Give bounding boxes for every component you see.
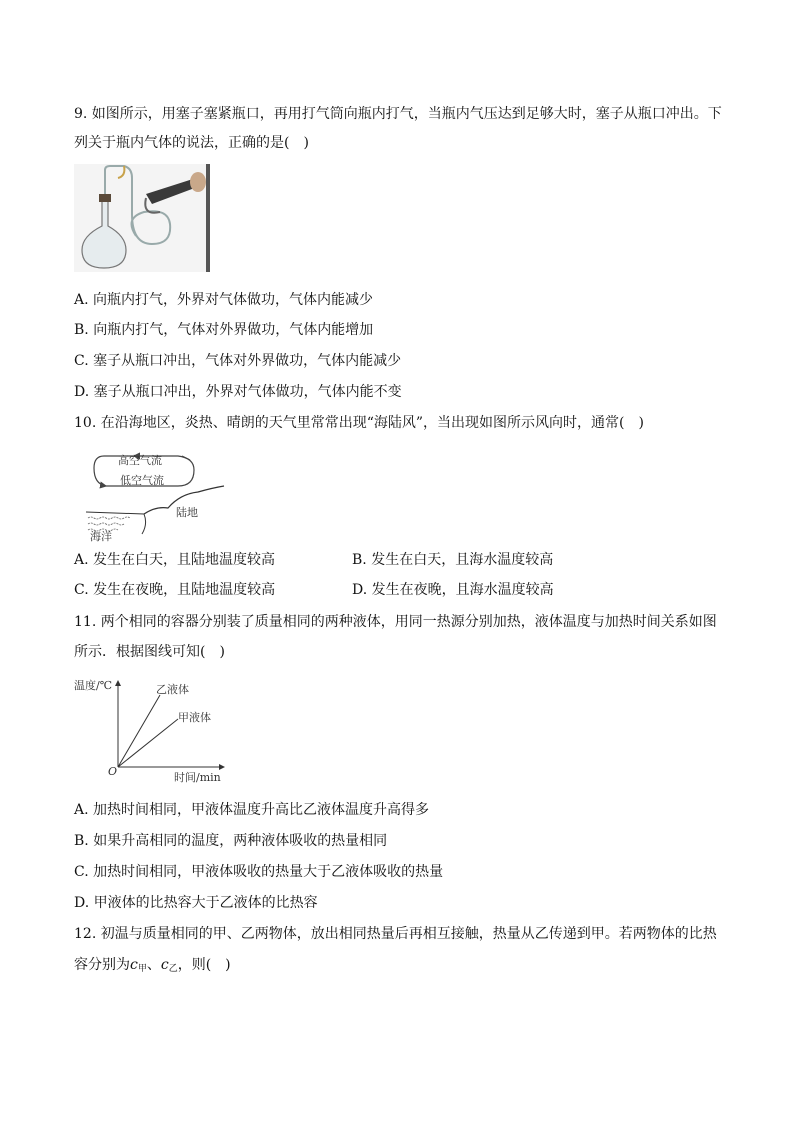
q12-stem-line1: 12. 初温与质量相同的甲、乙两物体，放出相同热量后再相互接触，热量从乙传递到甲。若两物体的比热 [74,926,717,942]
q11-option-d: D. 甲液体的比热容大于乙液体的比热容 [74,895,318,911]
q10-stem: 10. 在沿海地区，炎热、晴朗的天气里常常出现“海陆风”，当出现如图所示风向时，通常( ) [74,415,644,431]
q9-stem-line1: 9. 如图所示，用塞子塞紧瓶口，再用打气筒向瓶内打气，当瓶内气压达到足够大时，塞子从瓶口冲出。下 [74,106,722,122]
q10-land-label: 陆地 [176,506,198,519]
q11-option-b: B. 如果升高相同的温度，两种液体吸收的热量相同 [74,833,388,849]
q10-upper-airflow-label: 高空气流 [118,454,162,467]
q11-option-a: A. 加热时间相同，甲液体温度升高比乙液体温度升高得多 [74,802,430,818]
q9-option-d: D. 塞子从瓶口冲出，外界对气体做功，气体内能不变 [74,384,402,400]
q10-sea-land-breeze-figure [82,442,232,542]
q11-line-jia-label: 甲液体 [178,711,211,724]
q11-stem-line2: 所示．根据图线可知( ) [74,644,225,660]
q12-c-symbol-yi: c [160,957,169,973]
q12-stem-line2 [74,955,231,979]
q9-option-c: C. 塞子从瓶口冲出，气体对外界做功，气体内能减少 [74,353,402,369]
q10-option-d: D. 发生在夜晚，且海水温度较高 [352,582,554,598]
q11-stem-line1: 11. 两个相同的容器分别装了质量相同的两种液体，用同一热源分别加热，液体温度与加热时间关系如图 [74,614,717,630]
q11-line-jia [118,719,178,767]
q9-stem-line2: 列关于瓶内气体的说法，正确的是( ) [74,135,309,151]
q10-lower-airflow-label: 低空气流 [120,474,164,487]
q11-temperature-time-graph [74,675,234,785]
q9-option-b: B. 向瓶内打气，气体对外界做功，气体内能增加 [74,322,374,338]
q11-option-c: C. 加热时间相同，甲液体吸收的热量大于乙液体吸收的热量 [74,864,444,880]
q11-line-yi-label: 乙液体 [156,683,189,696]
q12-c-symbol-jia: c [130,957,138,973]
q9-option-a: A. 向瓶内打气，外界对气体做功，气体内能减少 [74,292,374,308]
q10-option-b: B. 发生在白天，且海水温度较高 [352,552,554,568]
q12-stem-line2-start: 容分别为 [74,957,130,973]
q10-option-c: C. 发生在夜晚，且陆地温度较高 [74,582,276,598]
q12-subscript-jia: 甲 [137,964,147,974]
q12-separator: 、 [146,957,161,973]
q11-y-label: 温度/℃ [74,679,113,692]
q12-subscript-yi: 乙 [168,964,178,974]
q11-origin-label: O [108,765,118,778]
q10-sea-label: 海洋 [90,530,112,542]
q12-stem-line2-end: ，则( ) [177,957,231,973]
q11-line-yi [118,695,160,767]
q11-x-label: 时间/min [174,771,221,784]
q10-option-a: A. 发生在白天，且陆地温度较高 [74,552,276,568]
q9-flask-pump-figure [74,164,210,272]
